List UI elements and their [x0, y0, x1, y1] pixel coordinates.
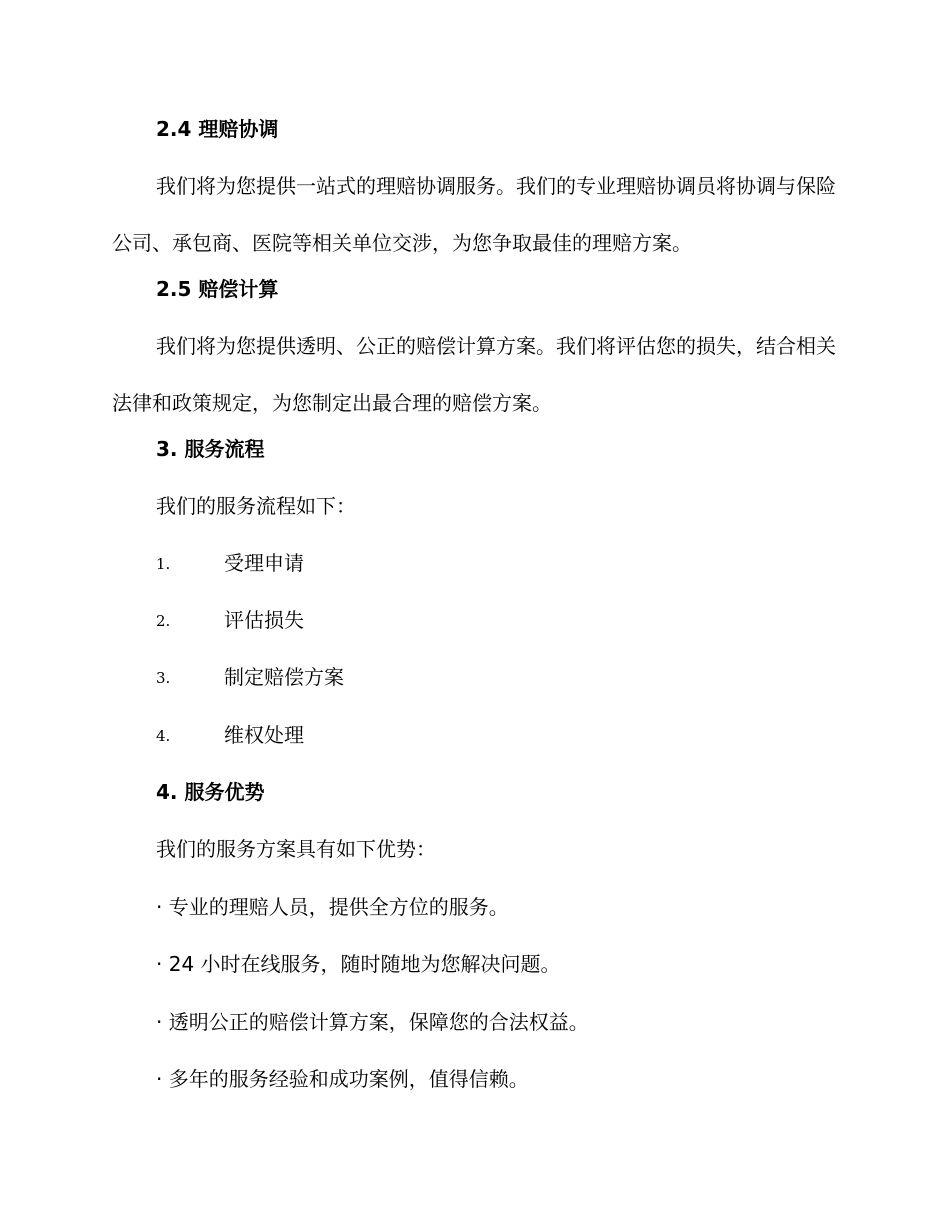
section-heading-2-5: 2.5 赔偿计算 — [156, 277, 279, 301]
step-number: 1. — [156, 555, 171, 573]
section-heading-4: 4. 服务优势 — [156, 780, 265, 804]
list-item: · 多年的服务经验和成功案例，值得信赖。 — [156, 1067, 529, 1091]
list-item: · 24 小时在线服务，随时随地为您解决问题。 — [156, 952, 561, 976]
section-body-2-4: 我们将为您提供一站式的理赔协调服务。我们的专业理赔协调员将协调与保险公司、承包商、医院等相关单位交涉，为您争取最佳的理赔方案。 — [112, 174, 836, 255]
list-item: · 专业的理赔人员，提供全方位的服务。 — [156, 895, 509, 919]
step-number: 3. — [156, 669, 171, 687]
step-text: 评估损失 — [224, 608, 304, 632]
step-text: 受理申请 — [224, 551, 304, 575]
step-text: 制定赔偿方案 — [224, 665, 344, 689]
step-number: 4. — [156, 727, 171, 745]
section-intro-4: 我们的服务方案具有如下优势： — [156, 837, 436, 861]
section-body-2-5: 我们将为您提供透明、公正的赔偿计算方案。我们将评估您的损失，结合相关法律和政策规定，为您制定出最合理的赔偿方案。 — [112, 334, 836, 415]
step-text: 维权处理 — [224, 723, 304, 747]
section-heading-2-4: 2.4 理赔协调 — [156, 117, 279, 141]
section-intro-3: 我们的服务流程如下： — [156, 494, 356, 518]
section-heading-3: 3. 服务流程 — [156, 437, 265, 461]
list-item: · 透明公正的赔偿计算方案，保障您的合法权益。 — [156, 1010, 589, 1034]
step-number: 2. — [156, 612, 171, 630]
